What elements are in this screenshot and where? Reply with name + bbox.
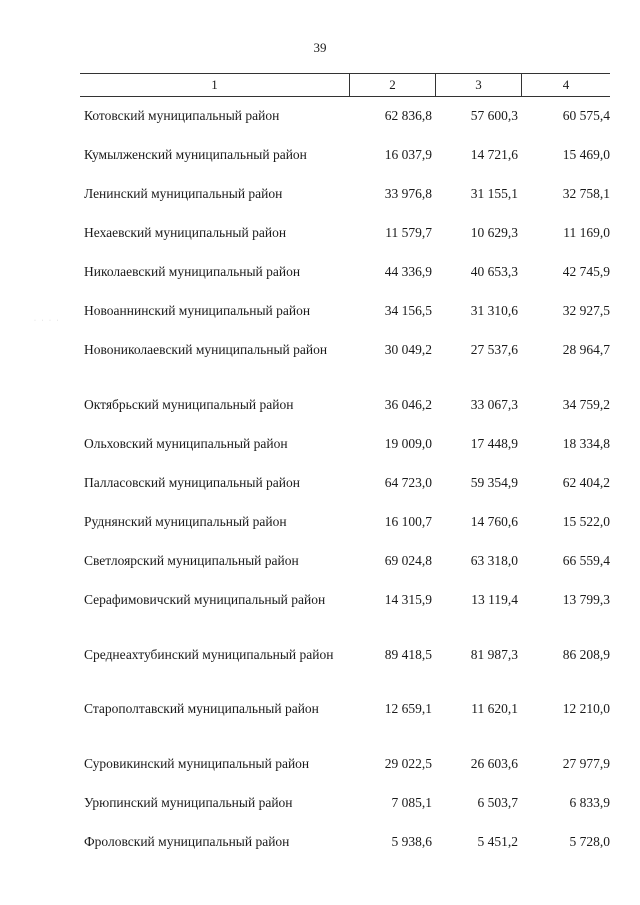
table-row [80, 396, 610, 414]
value-col-3: 31 155,1 [470, 186, 518, 201]
value-col-4: 62 404,2 [562, 475, 610, 490]
table-row [80, 146, 610, 164]
district-name: Фроловский муниципальный район [84, 834, 290, 849]
column-header-2: 2 [350, 74, 436, 96]
value-col-2: 69 024,8 [384, 553, 432, 568]
table-row [80, 591, 610, 609]
district-name: Урюпинский муниципальный район [84, 795, 293, 810]
value-col-2: 89 418,5 [384, 647, 432, 662]
district-name: Серафимовичский муниципальный район [84, 592, 326, 607]
table-row [80, 263, 610, 281]
value-col-2: 19 009,0 [384, 436, 432, 451]
value-col-2: 5 938,6 [391, 834, 432, 849]
value-col-3: 81 987,3 [470, 647, 518, 662]
value-col-2: 16 037,9 [384, 147, 432, 162]
value-col-2: 11 579,7 [385, 225, 432, 240]
scan-artifact: · · · · [34, 318, 61, 324]
district-name: Кумылженский муниципальный район [84, 147, 307, 162]
value-col-4: 13 799,3 [562, 592, 610, 607]
page-number: 39 [313, 40, 327, 55]
value-col-2: 44 336,9 [384, 264, 432, 279]
value-col-4: 42 745,9 [562, 264, 610, 279]
value-col-2: 34 156,5 [384, 303, 432, 318]
table-row [80, 435, 610, 453]
value-col-4: 6 833,9 [569, 795, 610, 810]
district-name: Среднеахтубинский муниципальный район [84, 647, 334, 662]
value-col-4: 28 964,7 [562, 342, 610, 357]
value-col-2: 62 836,8 [384, 108, 432, 123]
value-col-3: 27 537,6 [470, 342, 518, 357]
value-col-3: 40 653,3 [470, 264, 518, 279]
table-header [80, 73, 610, 97]
value-col-4: 18 334,8 [562, 436, 610, 451]
value-col-2: 14 315,9 [384, 592, 432, 607]
table-row [80, 185, 610, 203]
value-col-4: 32 758,1 [562, 186, 610, 201]
value-col-3: 57 600,3 [470, 108, 518, 123]
table-row [80, 700, 610, 718]
table-row [80, 107, 610, 125]
table-row [80, 552, 610, 570]
value-col-2: 12 659,1 [384, 701, 432, 716]
district-name: Палласовский муниципальный район [84, 475, 300, 490]
district-name: Октябрьский муниципальный район [84, 397, 294, 412]
value-col-3: 33 067,3 [470, 397, 518, 412]
column-header-3: 3 [436, 74, 522, 96]
value-col-3: 5 451,2 [477, 834, 518, 849]
district-name: Руднянский муниципальный район [84, 514, 287, 529]
value-col-2: 16 100,7 [384, 514, 432, 529]
value-col-3: 6 503,7 [477, 795, 518, 810]
value-col-4: 12 210,0 [562, 701, 610, 716]
value-col-4: 32 927,5 [562, 303, 610, 318]
district-name: Николаевский муниципальный район [84, 264, 301, 279]
value-col-3: 10 629,3 [470, 225, 518, 240]
value-col-3: 31 310,6 [470, 303, 518, 318]
table-row [80, 794, 610, 812]
value-col-3: 14 721,6 [470, 147, 518, 162]
table-row [80, 755, 610, 773]
district-name: Новоаннинский муниципальный район [84, 303, 311, 318]
value-col-4: 60 575,4 [562, 108, 610, 123]
district-name: Нехаевский муниципальный район [84, 225, 287, 240]
value-col-2: 64 723,0 [384, 475, 432, 490]
value-col-3: 59 354,9 [470, 475, 518, 490]
value-col-2: 7 085,1 [391, 795, 432, 810]
table-row [80, 474, 610, 492]
value-col-4: 11 169,0 [563, 225, 610, 240]
value-col-3: 13 119,4 [471, 592, 518, 607]
column-header-4: 4 [562, 77, 570, 92]
value-col-3: 11 620,1 [471, 701, 518, 716]
value-col-3: 26 603,6 [470, 756, 518, 771]
value-col-3: 63 318,0 [470, 553, 518, 568]
value-col-2: 33 976,8 [384, 186, 432, 201]
value-col-4: 5 728,0 [569, 834, 610, 849]
value-col-4: 15 522,0 [562, 514, 610, 529]
value-col-3: 17 448,9 [470, 436, 518, 451]
table-row [80, 341, 610, 359]
district-name: Котовский муниципальный район [84, 108, 280, 123]
table-row [80, 646, 610, 664]
value-col-2: 30 049,2 [384, 342, 432, 357]
district-name: Ленинский муниципальный район [84, 186, 283, 201]
value-col-2: 36 046,2 [384, 397, 432, 412]
district-name: Суровикинский муниципальный район [84, 756, 310, 771]
district-name: Старополтавский муниципальный район [84, 701, 319, 716]
column-header-1: 1 [80, 74, 350, 96]
table-row [80, 513, 610, 531]
value-col-4: 66 559,4 [562, 553, 610, 568]
value-col-4: 34 759,2 [562, 397, 610, 412]
value-col-4: 86 208,9 [562, 647, 610, 662]
value-col-4: 15 469,0 [562, 147, 610, 162]
value-col-2: 29 022,5 [384, 756, 432, 771]
value-col-3: 14 760,6 [470, 514, 518, 529]
table-row [80, 302, 610, 320]
district-name: Светлоярский муниципальный район [84, 553, 299, 568]
value-col-4: 27 977,9 [562, 756, 610, 771]
district-name: Ольховский муниципальный район [84, 436, 288, 451]
district-name: Новониколаевский муниципальный район [84, 342, 328, 357]
table-row [80, 224, 610, 242]
table-row [80, 833, 610, 851]
